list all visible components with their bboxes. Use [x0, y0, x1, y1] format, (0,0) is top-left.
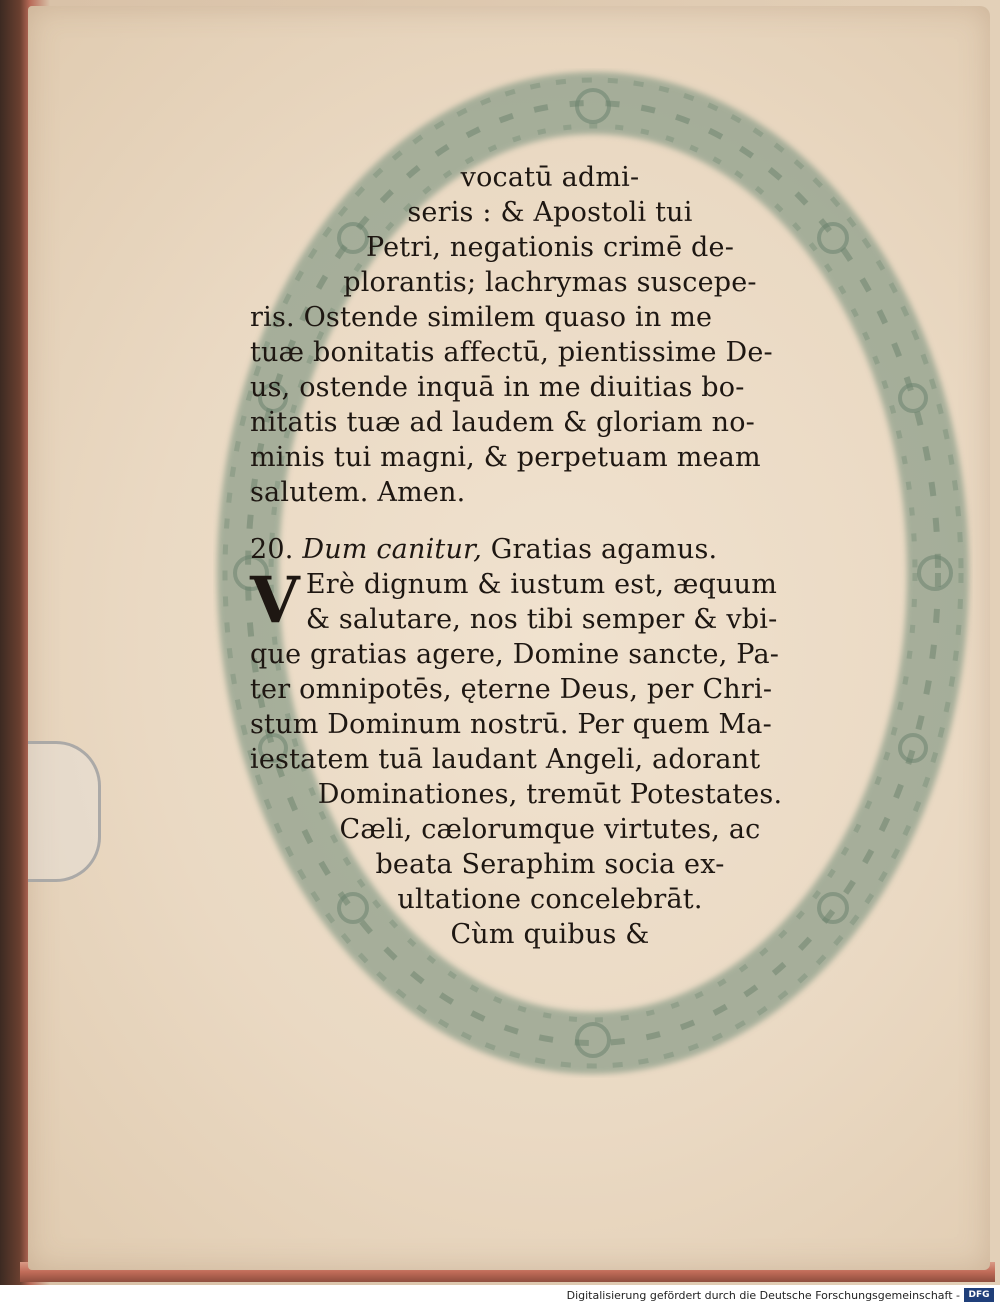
- text-line: seris : & Apostoli tui: [407, 197, 693, 228]
- text-line: Erè dignum & iustum est, æquum: [305, 569, 778, 600]
- heading-number: 20.: [250, 534, 294, 565]
- dfg-logo: DFG: [964, 1288, 994, 1302]
- heading-title: Gratias agamus.: [490, 534, 718, 565]
- text-line: tuæ bonitatis affectū, pientissime De-: [250, 337, 773, 368]
- text-line: us, ostende inquā in me diuitias bo-: [250, 372, 745, 403]
- footer-credit: Digitalisierung gefördert durch die Deutsche Forschungsgemeinschaft -: [566, 1289, 960, 1302]
- text-line: Cùm quibus &: [450, 919, 650, 950]
- text-line: & salutare, nos tibi semper & vbi-: [305, 604, 778, 635]
- initial-letter: V: [250, 563, 300, 638]
- text-line: Dominationes, tremūt Potestates.: [317, 779, 783, 810]
- text-line: stum Dominum nostrū. Per quem Ma-: [250, 709, 772, 740]
- text-line: minis tui magni, & perpetuam meam: [250, 442, 761, 473]
- text-line: Cæli, cælorumque virtutes, ac: [339, 814, 761, 845]
- page-text: [250, 160, 850, 952]
- section-heading: [250, 532, 850, 567]
- text-line: iestatem tuā laudant Angeli, adorant: [250, 744, 761, 775]
- text-line: nitatis tuæ ad laudem & gloriam no-: [250, 407, 756, 438]
- text-line: ter omnipotēs, ęterne Deus, per Chri-: [250, 674, 773, 705]
- footer-bar: [0, 1285, 1000, 1306]
- page-clip: [28, 741, 101, 882]
- text-line: beata Seraphim socia ex-: [375, 849, 725, 880]
- text-line: ultatione concelebrāt.: [397, 884, 703, 915]
- text-line: plorantis; lachrymas suscepe-: [343, 267, 757, 298]
- heading-rubric: Dum canitur,: [302, 534, 482, 565]
- text-line: vocatū admi-: [460, 162, 640, 193]
- text-line: ris. Ostende similem quaso in me: [250, 302, 713, 333]
- text-line: Petri, negationis crimē de-: [365, 232, 735, 263]
- text-line: salutem. Amen.: [250, 477, 466, 508]
- text-line: que gratias agere, Domine sancte, Pa-: [250, 639, 780, 670]
- paragraph: [250, 563, 850, 952]
